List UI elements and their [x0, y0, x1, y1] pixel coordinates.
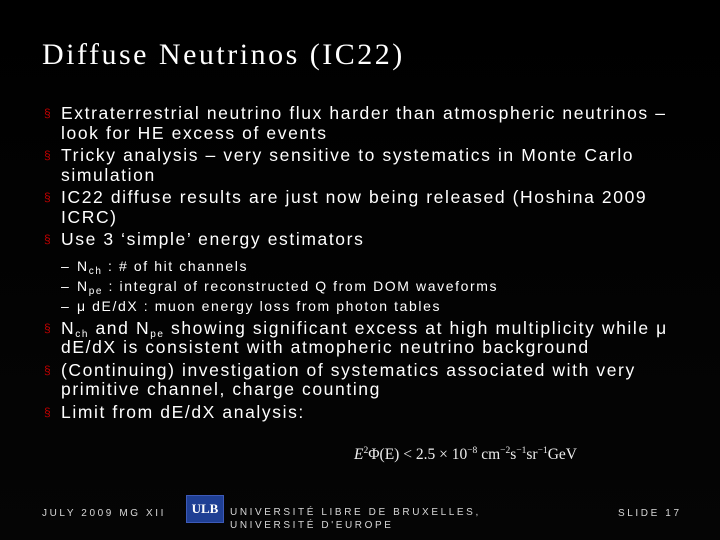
bullet-text: (Continuing) investigation of systematics associated with very primitive channel, charge counting	[61, 359, 636, 399]
footer-university: UNIVERSITÉ LIBRE DE BRUXELLES, UNIVERSITÉ D'EUROPE	[230, 507, 481, 531]
bullet-mark-icon: §	[44, 106, 53, 120]
sub-text: μ dE/dX : muon energy loss from photon tables	[77, 297, 442, 314]
energy-estimators-list	[61, 256, 684, 316]
bullet-text: showing significant excess at high multiplicity while μ dE/dX is consistent with atmopheric neutrino background	[61, 317, 668, 357]
dash-icon: –	[61, 277, 71, 294]
bullet-symbol: N	[135, 317, 151, 338]
bullet-symbol: N	[61, 317, 76, 338]
formula-exp: 2	[363, 445, 369, 456]
formula-exp: −2	[500, 445, 511, 456]
dash-icon: –	[61, 257, 71, 274]
bullet-text: Tricky analysis – very sensitive to systematics in Monte Carlo simulation	[61, 145, 635, 185]
bullet-item	[44, 361, 684, 400]
flux-limit-formula	[354, 446, 577, 464]
bullet-mark-icon: §	[44, 362, 53, 377]
bullet-text: and	[89, 317, 136, 338]
bullet-item	[44, 403, 684, 423]
bullet-mark-icon: §	[44, 320, 53, 335]
sub-symbol: N	[77, 277, 89, 294]
sub-subscript: pe	[88, 285, 104, 297]
bullet-item	[44, 188, 684, 227]
formula-unit: GeV	[547, 446, 577, 463]
footer-date: JULY 2009 MG XII	[42, 508, 167, 519]
formula-exp: −1	[516, 445, 527, 456]
bullet-mark-icon: §	[44, 232, 53, 246]
sub-symbol: N	[77, 257, 89, 274]
bullet-text: Limit from dE/dX analysis:	[61, 401, 305, 422]
formula-exp: −1	[537, 445, 548, 456]
formula-phi: Φ(E) < 2.5 × 10	[368, 446, 468, 463]
bullet-item	[44, 319, 684, 358]
bullet-subscript: pe	[150, 328, 165, 340]
formula-unit: sr	[526, 446, 538, 463]
sub-bullet-dedx	[61, 296, 684, 316]
sub-subscript: ch	[88, 265, 103, 277]
slide-footer	[0, 480, 720, 540]
bullet-mark-icon: §	[44, 404, 53, 419]
formula-unit: s	[510, 446, 517, 463]
bullet-mark-icon: §	[44, 190, 53, 204]
sub-text: : # of hit channels	[102, 257, 249, 274]
sub-bullet-npe	[61, 276, 684, 296]
formula-exp: −8	[467, 445, 478, 456]
sub-text: : integral of reconstructed Q from DOM waveforms	[103, 277, 499, 294]
bullet-item	[44, 230, 684, 250]
bullet-item	[44, 146, 684, 185]
slide-title: Diffuse Neutrinos (IC22)	[42, 38, 405, 71]
bullet-text: Use 3 ‘simple’ energy estimators	[61, 229, 365, 249]
bullet-mark-icon: §	[44, 148, 53, 162]
formula-unit: cm	[477, 446, 501, 463]
formula-e: E	[354, 446, 364, 463]
footer-slide-number: SLIDE 17	[618, 508, 682, 519]
sub-bullet-nch	[61, 256, 684, 276]
bullet-item	[44, 104, 684, 143]
dash-icon: –	[61, 297, 71, 314]
bullet-text: Extraterrestrial neutrino flux harder than atmospheric neutrinos – look for HE excess of events	[61, 103, 667, 143]
bullet-text: IC22 diffuse results are just now being released (Hoshina 2009 ICRC)	[61, 187, 648, 227]
slide-content	[44, 104, 684, 425]
bullet-subscript: ch	[75, 328, 90, 340]
ulb-logo-icon: ULB	[186, 495, 224, 523]
